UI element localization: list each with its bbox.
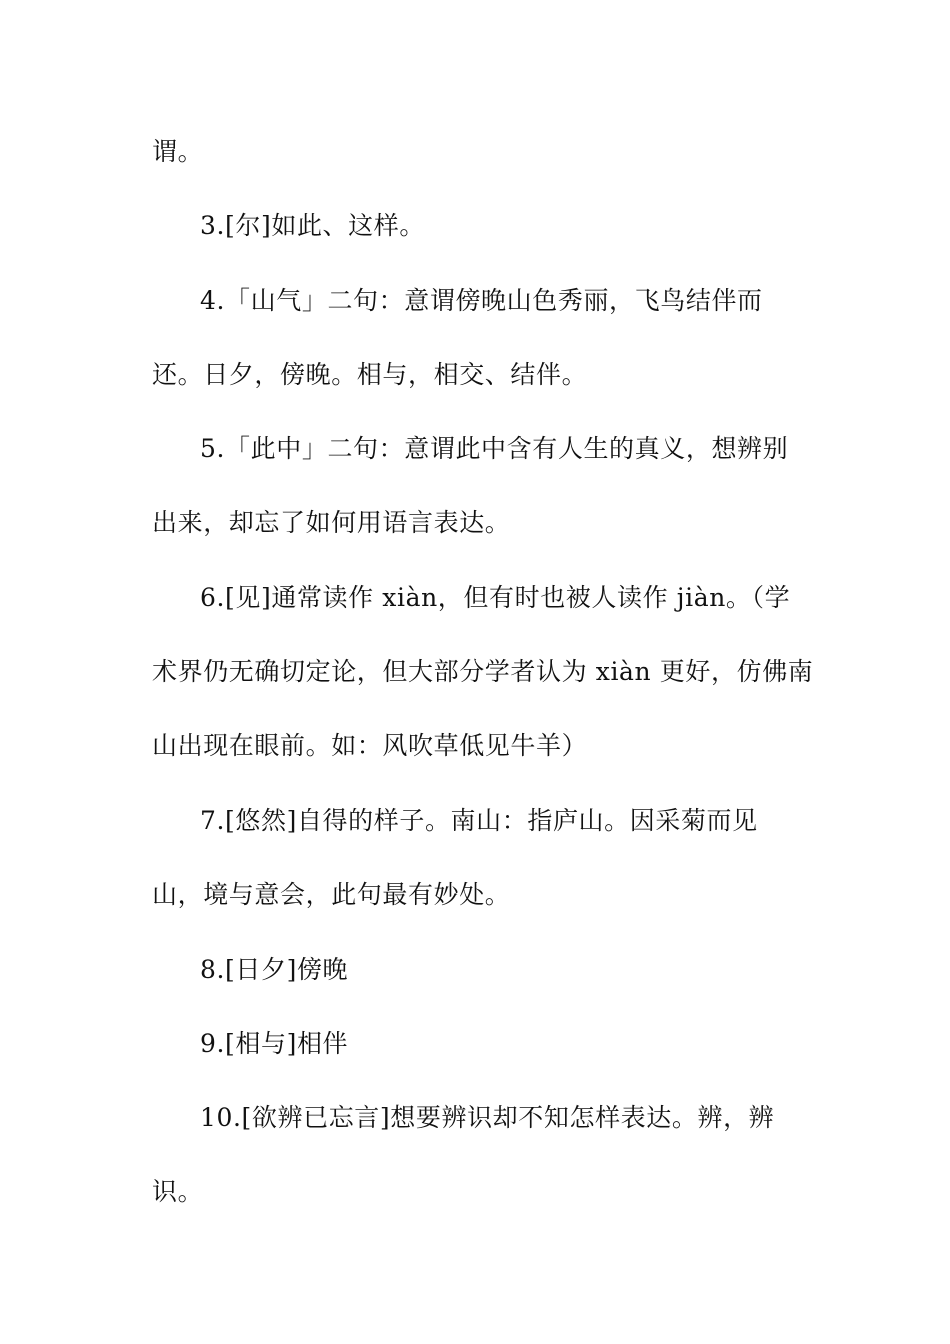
note-4-continued: 还。日夕，傍晚。相与，相交、结伴。 [152, 360, 588, 389]
note-7: 7.[悠然]自得的样子。南山：指庐山。因采菊而见 [200, 806, 758, 835]
note-10-continued: 识。 [152, 1177, 204, 1206]
note-5: 5.「此中」二句：意谓此中含有人生的真义，想辨别 [200, 434, 789, 463]
text-line-1: 谓。 [152, 137, 204, 166]
note-4: 4.「山气」二句：意谓傍晚山色秀丽，飞鸟结伴而 [200, 286, 763, 315]
note-3: 3.[尔]如此、这样。 [200, 211, 425, 240]
note-7-continued: 山，境与意会，此句最有妙处。 [152, 880, 511, 909]
note-9: 9.[相与]相伴 [200, 1029, 349, 1058]
note-6-continued: 术界仍无确切定论，但大部分学者认为 xiàn 更好，仿佛南 [152, 657, 814, 686]
note-6: 6.[见]通常读作 xiàn，但有时也被人读作 jiàn。（学 [200, 583, 791, 612]
note-6-continued-2: 山出现在眼前。如：风吹草低见牛羊） [152, 731, 588, 760]
note-8: 8.[日夕]傍晚 [200, 955, 349, 984]
note-10: 10.[欲辨已忘言]想要辨识却不知怎样表达。辨，辨 [200, 1103, 775, 1132]
note-5-continued: 出来，却忘了如何用语言表达。 [152, 508, 511, 537]
